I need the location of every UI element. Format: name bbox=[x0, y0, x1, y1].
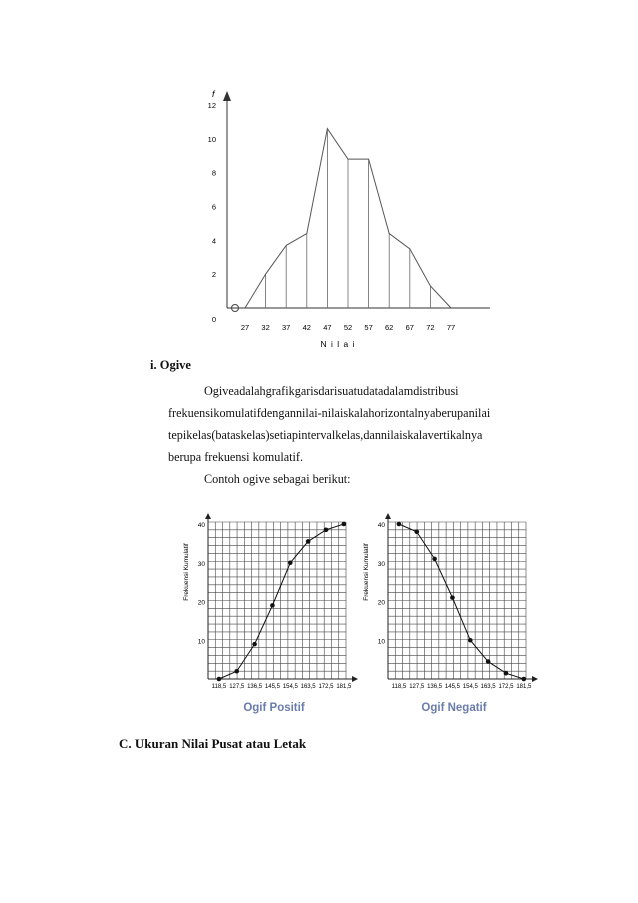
paragraph-word: setiap bbox=[269, 428, 298, 442]
ogive-data-point bbox=[504, 671, 509, 676]
freq-x-tick-label: 72 bbox=[426, 323, 435, 332]
freq-y-tick-label: 2 bbox=[211, 270, 216, 280]
ogive-y-tick-label: 10 bbox=[197, 638, 205, 646]
paragraph-word: frekuensi bbox=[168, 406, 214, 420]
freq-x-ticks bbox=[241, 323, 455, 332]
ogive-data-point bbox=[450, 595, 455, 600]
example-intro-text: Contoh ogive sebagai berikut: bbox=[204, 472, 351, 486]
paragraph-word: tepi bbox=[168, 428, 187, 442]
ogive-grid bbox=[208, 522, 346, 679]
freq-x-tick-label: 57 bbox=[364, 323, 373, 332]
ogive-data-point bbox=[217, 677, 222, 682]
ogive-y-axis-arrow bbox=[385, 513, 391, 519]
ogive-title: Ogif Negatif bbox=[421, 702, 487, 714]
paragraph-line-4: berupa frekuensi komulatif. bbox=[168, 450, 304, 464]
ogive-y-tick-label: 30 bbox=[377, 560, 385, 568]
freq-y-tick-label: 12 bbox=[207, 101, 216, 110]
ogive-y-tick-label: 20 bbox=[377, 599, 385, 607]
paragraph-word: dalam bbox=[383, 384, 414, 398]
paragraph-word: skala bbox=[402, 428, 428, 442]
paragraph-word: nilai bbox=[380, 428, 403, 442]
ogive-data-point bbox=[234, 669, 239, 674]
paragraph-word: Ogive bbox=[204, 384, 234, 398]
paragraph-word: kelas, bbox=[335, 428, 364, 442]
paragraph-word: berupa bbox=[435, 406, 469, 420]
ogive-x-axis-arrow bbox=[532, 676, 538, 682]
ogive-y-tick-label: 10 bbox=[377, 638, 385, 646]
freq-x-tick-label: 27 bbox=[240, 323, 250, 332]
freq-y-axis-label: f bbox=[212, 89, 215, 99]
ogive-data-point bbox=[432, 557, 437, 562]
ogive-x-tick-label: 154,5 bbox=[282, 684, 298, 690]
ogive-data-point bbox=[324, 528, 329, 533]
ogive-heading: i. Ogive bbox=[150, 358, 191, 372]
freq-x-tick-label: 62 bbox=[385, 323, 394, 332]
ogive-x-tick-label: 127,5 bbox=[409, 684, 425, 690]
ogive-grid bbox=[388, 522, 526, 679]
freq-verticals bbox=[266, 129, 431, 308]
ogive-x-tick-label: 136,5 bbox=[247, 684, 263, 690]
paragraph-line-3 bbox=[168, 424, 546, 446]
freq-x-tick-label: 37 bbox=[282, 323, 291, 332]
ogive-positive-chart bbox=[178, 512, 360, 722]
freq-y-ticks bbox=[208, 101, 216, 324]
paragraph-word: interval bbox=[297, 428, 336, 442]
paragraph-word: dengan bbox=[260, 406, 296, 420]
ogive-x-tick-label: 136,5 bbox=[427, 684, 443, 690]
paragraph-word: data bbox=[363, 384, 384, 398]
freq-y-tick-label: 6 bbox=[211, 202, 216, 212]
paragraph-word: nilai bbox=[468, 406, 491, 420]
paragraph-word: vertikalnya bbox=[427, 428, 483, 442]
ogive-data-point bbox=[288, 560, 293, 565]
ogive-data-point bbox=[252, 642, 257, 647]
ogive-data-point bbox=[270, 603, 275, 608]
freq-y-tick-label: 10 bbox=[207, 134, 216, 144]
paragraph-word: skala bbox=[343, 406, 369, 420]
paragraph-word: horizontalnya bbox=[368, 406, 436, 420]
ogive-data-point bbox=[468, 638, 473, 643]
freq-x-tick-label: 77 bbox=[446, 323, 456, 332]
freq-x-tick-label: 52 bbox=[343, 323, 353, 332]
ogive-y-axis-arrow bbox=[205, 513, 211, 519]
ogive-y-tick-label: 40 bbox=[197, 522, 205, 529]
ogive-data-point bbox=[397, 522, 402, 527]
paragraph-word: dari bbox=[318, 384, 338, 398]
freq-x-axis-label: N i l a i bbox=[320, 339, 356, 349]
ogive-x-tick-label: 154,5 bbox=[462, 684, 478, 690]
paragraph-word: grafik bbox=[265, 384, 295, 398]
paragraph-word: (batas bbox=[211, 428, 241, 442]
ogive-x-tick-label: 118,5 bbox=[391, 684, 407, 690]
ogive-negative-chart bbox=[358, 512, 540, 722]
ogive-y-axis-label: Frekuensi Kumulatif bbox=[183, 543, 190, 601]
freq-x-tick-label: 42 bbox=[302, 323, 311, 332]
section-heading: C. Ukuran Nilai Pusat atau Letak bbox=[119, 736, 307, 751]
ogive-x-tick-label: 172,5 bbox=[498, 684, 514, 690]
ogive-y-tick-label: 20 bbox=[197, 599, 205, 607]
freq-y-axis-arrow bbox=[223, 91, 231, 101]
ogive-x-tick-label: 163,5 bbox=[300, 684, 316, 690]
ogive-data-point bbox=[486, 659, 491, 664]
ogive-x-tick-label: 127,5 bbox=[229, 684, 245, 690]
ogive-x-tick-label: 118,5 bbox=[211, 684, 227, 690]
ogive-title: Ogif Positif bbox=[243, 702, 305, 714]
freq-y-tick-label: 8 bbox=[211, 168, 216, 178]
paragraph-word: distribusi bbox=[413, 384, 459, 398]
paragraph-word: kelas bbox=[186, 428, 212, 442]
freq-x-tick-label: 67 bbox=[405, 323, 414, 332]
ogive-y-tick-label: 40 bbox=[377, 522, 385, 529]
ogive-x-tick-label: 172,5 bbox=[318, 684, 334, 690]
paragraph-word: suatu bbox=[337, 384, 364, 398]
ogive-y-axis-label: Frekuensi Kumulatif bbox=[363, 543, 370, 601]
paragraph-line-1 bbox=[168, 380, 546, 402]
paragraph-word: adalah bbox=[233, 384, 266, 398]
paragraph-word: garis bbox=[294, 384, 319, 398]
ogive-example-intro bbox=[168, 468, 546, 490]
ogive-x-tick-label: 181,5 bbox=[516, 684, 532, 690]
ogive-y-tick-label: 30 bbox=[197, 560, 205, 568]
paragraph-word: dan bbox=[363, 428, 381, 442]
frequency-polygon-chart bbox=[190, 85, 500, 350]
ogive-x-tick-label: 145,5 bbox=[264, 684, 280, 690]
paragraph-word: nilai-nilai bbox=[295, 406, 344, 420]
freq-x-tick-label: 47 bbox=[323, 323, 332, 332]
ogive-x-tick-label: 145,5 bbox=[444, 684, 460, 690]
freq-x-tick-label: 32 bbox=[261, 323, 270, 332]
ogive-data-point bbox=[522, 677, 527, 682]
freq-y-tick-label: 0 bbox=[211, 315, 216, 324]
paragraph-word: komulatif bbox=[213, 406, 261, 420]
paragraph-line-2 bbox=[168, 402, 546, 424]
ogive-x-tick-label: 181,5 bbox=[336, 684, 352, 690]
ogive-data-point bbox=[342, 522, 347, 527]
ogive-x-tick-label: 163,5 bbox=[480, 684, 496, 690]
ogive-definition-paragraph bbox=[168, 380, 546, 468]
ogive-data-point bbox=[306, 539, 311, 544]
freq-y-tick-label: 4 bbox=[211, 236, 216, 246]
paragraph-word: kelas) bbox=[240, 428, 270, 442]
ogive-data-point bbox=[414, 529, 419, 534]
